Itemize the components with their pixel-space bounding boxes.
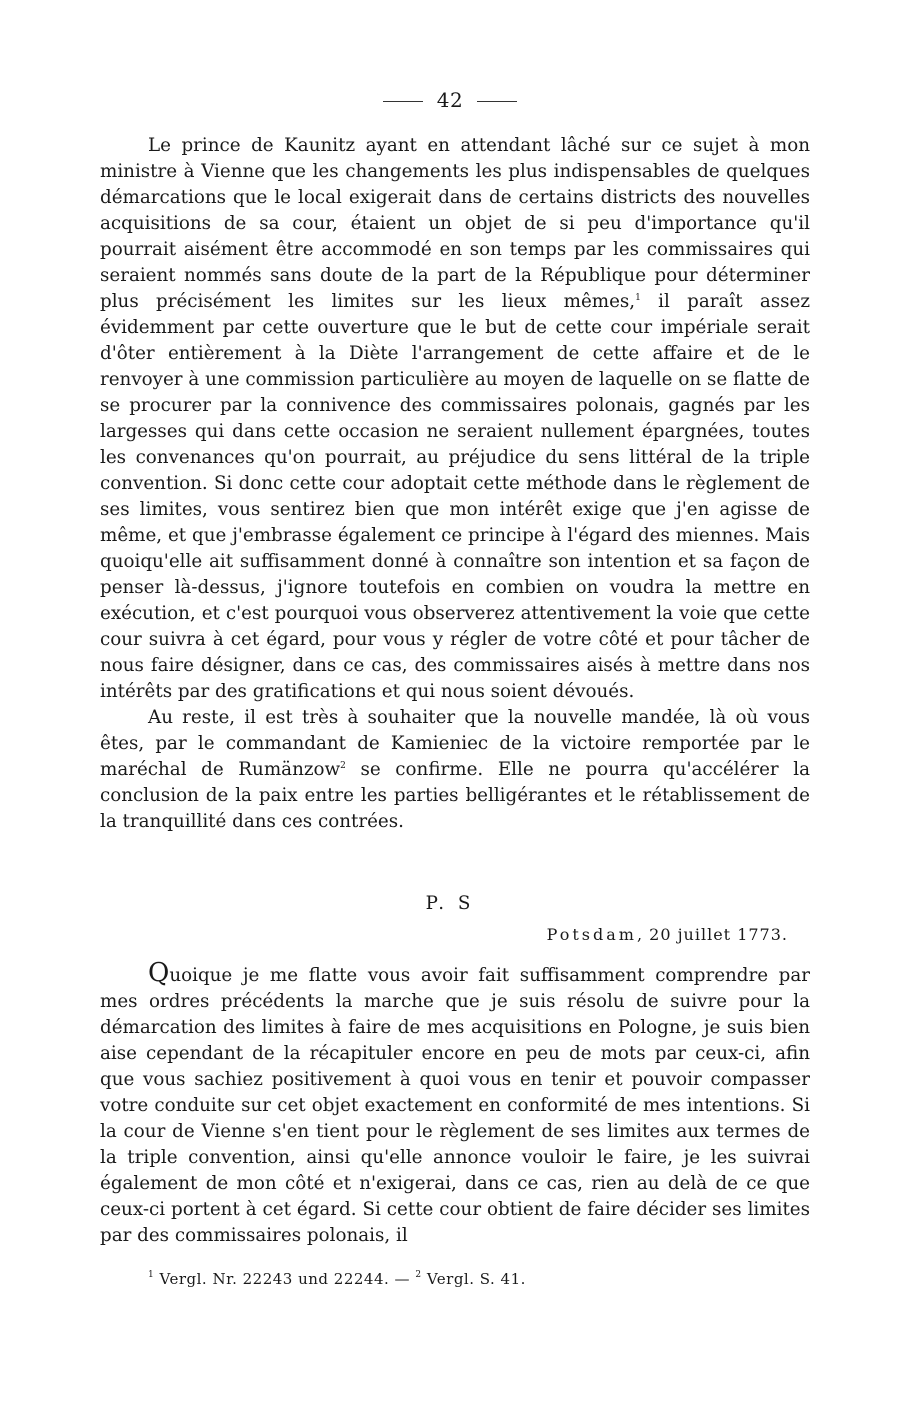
footnote-2-mark: 2 [415,1270,422,1280]
page-header [0,88,900,112]
paragraph-1-text-a: Le prince de Kaunitz ayant en attendant lâché sur ce sujet à mon ministre à Vienne que les changements les plus indispensables de quelques démarcations que le local exigerait dans de certains districts des nouvelles acquisitions de sa cour, étaient un objet de si peu d'importance qu'il pourrait aisément être accommodé en son temps par les commissaires qui seraient nommés sans doute de la part de la République pour déterminer plus précisément les limites sur les lieux mêmes, [100,135,810,312]
footnote-2-text: Vergl. S. 41. [421,1270,526,1288]
dateline-place: Potsdam [546,925,637,944]
header-rule-right [477,101,517,102]
paragraph-1 [100,133,810,705]
header-rule-left [383,101,423,102]
postscript-text: uoique je me flatte vous avoir fait suffisamment comprendre par mes ordres précédents la marche que je suis résolu de suivre pour la démarcation des limites à faire de mes acquisitions en Pologne, je suis bien aise cependant de la récapituler encore en peu de mots par ceux-ci, afin que vous sachiez positivement à quoi vous en tenir et pouvoir compasser votre conduite sur cet objet exactement en conformité de mes intentions. Si la cour de Vienne s'en tient pour le règlement de ses limites aux termes de la triple convention, ainsi qu'elle annonce vouloir le faire, je les suivrai également de mon côté et n'exigerai, dans ce cas, rien au delà de ce que ceux-ci portent à cet égard. Si cette cour obtient de faire décider ses limites par des commissaires polonais, il [100,965,810,1246]
page-number: 42 [436,88,464,112]
postscript-paragraph [100,960,810,1249]
paragraph-2 [100,705,810,835]
footnotes [148,1270,526,1288]
footnote-1-mark: 1 [148,1270,155,1280]
dateline [547,925,788,944]
paragraph-1-text-b: il paraît assez évidemment par cette ouverture que le but de cette cour impériale serait d'ôter entièrement à la Diète l'arrangement de cette affaire et de le renvoyer à une commission particulière au moyen de laquelle on se flatte de se procurer par la connivence des commissaires polonais, gagnés par les largesses qui dans cette occasion ne seraient nullement épargnées, toutes les convenances qu'on pourrait, au préjudice du sens littéral de la triple convention. Si donc cette cour adoptait cette méthode dans le règlement de ses limites, vous sentirez bien que mon intérêt exige que j'en agisse de même, et que j'embrasse également ce principe à l'égard des miennes. Mais quoiqu'elle ait suffisamment donné à connaître son intention et sa façon de penser là-dessus, j'ignore toutefois en combien on voudra la mettre en exécution, et c'est pourquoi vous observerez attentivement la voie que cette cour suivra à cet égard, pour vous y régler de votre côté et pour tâcher de nous faire désigner, dans ce cas, des commissaires aisés à mettre dans nos intérêts par des gratifications et qui nous soient dévoués. [100,291,810,702]
dateline-date: , 20 juillet 1773. [636,925,788,944]
paragraph-2-text-a: Au reste, il est très à souhaiter que la nouvelle mandée, là où vous êtes, par le commandant de Kamieniec de la victoire remportée par le maréchal de Rumänzow [100,707,810,780]
footnote-ref-2: 2 [340,761,346,771]
postscript-heading: P. S [425,893,475,914]
footnote-1-text: Vergl. Nr. 22243 und 22244. — [154,1270,416,1288]
dropcap-letter: Q [148,958,170,988]
paragraph-2-text-b: se confirme. Elle ne pourra qu'accélérer la conclusion de la paix entre les parties belligérantes et le rétablissement de la tranquillité dans ces contrées. [100,759,810,832]
footnote-ref-1: 1 [635,293,641,303]
letter-body [100,133,810,835]
postscript-body [100,960,810,1249]
